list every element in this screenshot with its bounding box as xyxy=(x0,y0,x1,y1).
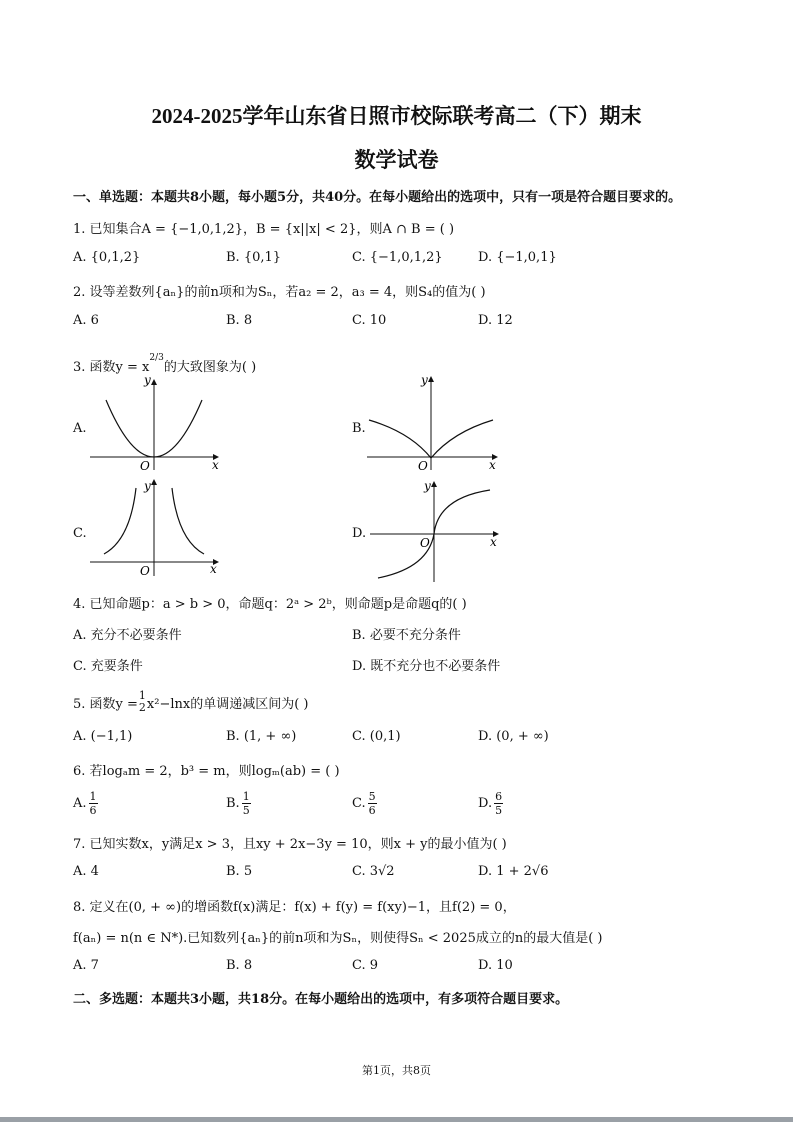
q4-option-a: A. 充分不必要条件 xyxy=(73,628,182,643)
q2-option-a: A. 6 xyxy=(73,313,99,328)
section-1-header: 一、单选题：本题共8小题，每小题5分，共40分。在每小题给出的选项中，只有一项是符合题目要求的。 xyxy=(73,190,682,205)
q7-option-d: D. 1 + 2√6 xyxy=(478,864,549,879)
graph-a-x-label: x xyxy=(212,458,219,472)
q8-option-d: D. 10 xyxy=(478,958,513,973)
section-2-header: 二、多选题：本题共3小题，共18分。在每小题给出的选项中，有多项符合题目要求。 xyxy=(73,992,569,1007)
q6-option-d-letter: D. xyxy=(478,796,493,811)
question-8-line-2: f(aₙ) = n(n ∈ N*).已知数列{aₙ}的前n项和为Sₙ，则使得Sₙ < 2025成立的n的最大值是( ) xyxy=(73,931,603,946)
q6-option-d xyxy=(478,790,503,817)
question-5-stem xyxy=(73,690,308,714)
q4-option-c: C. 充要条件 xyxy=(73,659,143,674)
q2-option-d: D. 12 xyxy=(478,313,513,328)
q6-option-b-letter: B. xyxy=(226,796,240,811)
q6-option-a xyxy=(73,790,98,817)
q6-option-c-den: 6 xyxy=(368,804,376,817)
question-7-stem: 7. 已知实数x，y满足x > 3，且xy + 2x−3y = 10，则x + y的最小值为( ) xyxy=(73,837,507,852)
question-8-line-1: 8. 定义在(0, + ∞)的增函数f(x)满足：f(x) + f(y) = f(xy)−1，且f(2) = 0， xyxy=(73,900,516,915)
q3-stem-post: 的大致图象为( ) xyxy=(163,360,257,375)
q3-exponent: 2/3 xyxy=(149,352,164,363)
q7-option-b: B. 5 xyxy=(226,864,253,879)
q6-option-d-den: 5 xyxy=(495,804,503,817)
q6-option-c xyxy=(352,790,377,817)
graph-c-curve-left xyxy=(104,488,136,554)
q6-option-b-num: 1 xyxy=(242,790,250,803)
q3-option-c-label: C. xyxy=(73,526,87,541)
q3-option-a-label: A. xyxy=(73,421,87,436)
graph-d-y-label: y xyxy=(424,479,431,493)
graph-a-origin-label: O xyxy=(140,459,150,472)
q4-option-b: B. 必要不充分条件 xyxy=(352,628,461,643)
q5-option-c: C. (0,1) xyxy=(352,729,401,744)
q1-option-a: A. {0,1,2} xyxy=(73,250,141,265)
q2-option-c: C. 10 xyxy=(352,313,387,328)
q6-option-b-den: 5 xyxy=(242,804,250,817)
graph-d xyxy=(370,478,510,584)
q5-option-a: A. (−1,1) xyxy=(73,729,133,744)
page-footer: 第1页，共8页 xyxy=(362,1064,431,1077)
graph-c-y-label: y xyxy=(144,479,151,493)
q6-option-a-num: 1 xyxy=(89,790,97,803)
q6-option-a-den: 6 xyxy=(89,804,97,817)
q6-option-b xyxy=(226,790,251,817)
q2-option-b: B. 8 xyxy=(226,313,253,328)
graph-b-x-label: x xyxy=(489,458,496,472)
bottom-divider xyxy=(0,1117,793,1122)
q6-option-c-letter: C. xyxy=(352,796,366,811)
q1-option-b: B. {0,1} xyxy=(226,250,282,265)
q4-option-d: D. 既不充分也不必要条件 xyxy=(352,659,501,674)
graph-c xyxy=(88,478,228,578)
q5-stem-pre: 5. 函数y = xyxy=(73,696,138,712)
q8-option-c: C. 9 xyxy=(352,958,379,973)
graph-b xyxy=(365,372,505,472)
q1-option-c: C. {−1,0,1,2} xyxy=(352,250,443,265)
q5-frac-den: 2 xyxy=(138,701,146,714)
graph-a xyxy=(88,372,228,472)
q5-stem-post: x²−lnx的单调递减区间为( ) xyxy=(146,696,309,712)
q3-option-b-label: B. xyxy=(352,421,366,436)
q5-option-d: D. (0, + ∞) xyxy=(478,729,549,744)
q5-frac-num: 1 xyxy=(138,689,146,702)
q5-fraction xyxy=(139,690,146,714)
graph-a-y-label: y xyxy=(144,373,151,387)
graph-d-x-label: x xyxy=(490,535,497,549)
question-2-stem: 2. 设等差数列{aₙ}的前n项和为Sₙ，若a₂ = 2，a₃ = 4，则S₄的值为( ) xyxy=(73,285,486,300)
graph-c-x-label: x xyxy=(210,562,217,576)
question-1-stem: 1. 已知集合A = {−1,0,1,2}，B = {x||x| < 2}，则A ∩ B = ( ) xyxy=(73,222,455,237)
q8-option-b: B. 8 xyxy=(226,958,253,973)
graph-b-origin-label: O xyxy=(418,459,428,472)
q6-option-d-num: 6 xyxy=(495,790,503,803)
page-subtitle: 数学试卷 xyxy=(354,148,439,172)
question-4-stem: 4. 已知命题p：a > b > 0，命题q：2ᵃ > 2ᵇ，则命题p是命题q的( ) xyxy=(73,597,467,612)
q3-option-d-label: D. xyxy=(352,526,367,541)
graph-d-origin-label: O xyxy=(420,536,430,550)
q7-option-a: A. 4 xyxy=(73,864,99,879)
q6-option-c-num: 5 xyxy=(368,790,376,803)
q5-option-b: B. (1, + ∞) xyxy=(226,729,297,744)
graph-c-origin-label: O xyxy=(140,564,150,578)
graph-b-y-label: y xyxy=(421,373,428,387)
q1-option-d: D. {−1,0,1} xyxy=(478,250,557,265)
q3-stem-pre: 3. 函数y = x xyxy=(73,360,150,375)
q8-option-a: A. 7 xyxy=(73,958,99,973)
q6-option-a-letter: A. xyxy=(73,796,87,811)
q7-option-c: C. 3√2 xyxy=(352,864,395,879)
question-6-stem: 6. 若logₐm = 2，b³ = m，则logₘ(ab) = ( ) xyxy=(73,764,340,779)
page-title: 2024-2025学年山东省日照市校际联考高二（下）期末 xyxy=(151,104,642,128)
graph-c-curve-right xyxy=(172,488,204,554)
